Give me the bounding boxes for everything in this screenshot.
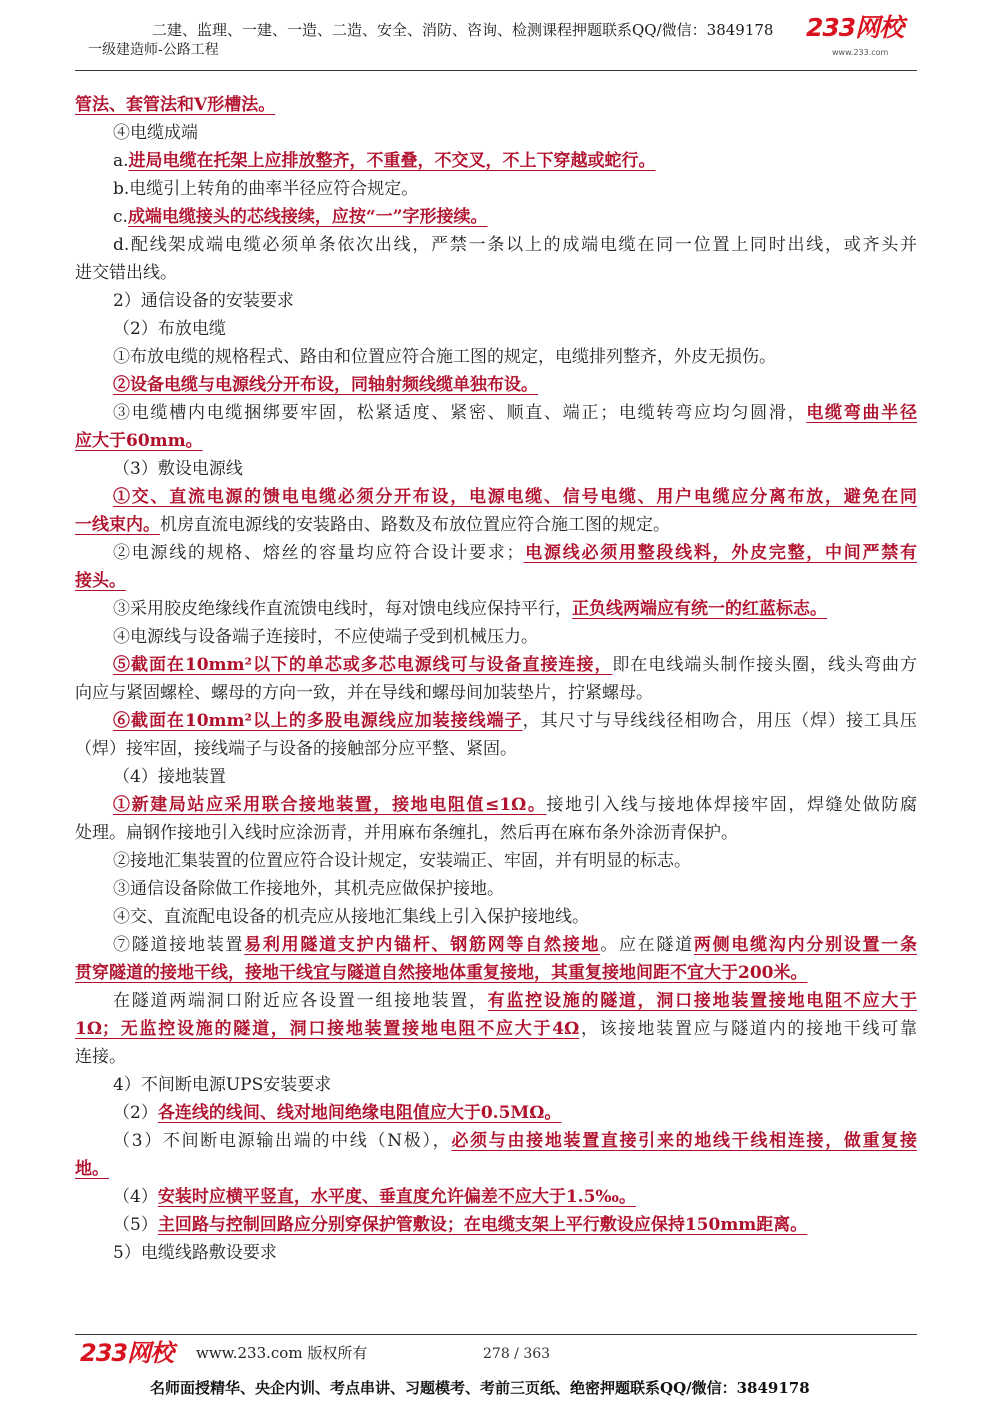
text-line: [75, 175, 917, 203]
emphasis-span: 有监控设施的隧道，洞口接地装置接地电阻不应大于: [487, 991, 917, 1011]
text-line: [75, 875, 917, 903]
text-line: [75, 735, 917, 763]
text-line: [75, 959, 917, 987]
emphasis-span: ②设备电缆与电源线分开布设，同轴射频线缆单独布设。: [113, 375, 538, 395]
text-span: ④电缆成端: [113, 123, 198, 143]
emphasis-span: 进局电缆在托架上应排放整齐，不重叠，不交叉，不上下穿越或蛇行。: [128, 151, 656, 171]
text-line: [75, 595, 917, 623]
text-span: ②接地汇集装置的位置应符合设计规定，安装端正、牢固，并有明显的标志。: [113, 851, 691, 871]
text-line: [75, 679, 917, 707]
text-line: [75, 903, 917, 931]
text-line: [75, 651, 917, 679]
text-line: [75, 847, 917, 875]
emphasis-span: ①交、直流电源的馈电电缆必须分开布设，电源电缆、信号电缆、用户电缆应分离布放，避免在同: [113, 487, 917, 507]
text-span: （3）不间断电源输出端的中线（N极），: [113, 1131, 452, 1151]
text-line: [75, 623, 917, 651]
text-span: 。应在隧道: [600, 935, 694, 955]
text-line: [75, 371, 917, 399]
text-line: [75, 1015, 917, 1043]
text-span: a.: [113, 151, 129, 171]
page-content: [75, 91, 917, 1267]
subsection-heading: [75, 455, 917, 483]
emphasis-span: 地。: [75, 1159, 109, 1179]
emphasis-span: 易利用隧道支护内锚杆、钢筋网等自然接地: [244, 935, 601, 955]
text-span: 处理。扁钢作接地引入线时应涂沥青，并用麻布条缠扎，然后再在麻布条外涂沥青保护。: [75, 823, 738, 843]
emphasis-span: ⑤截面在10mm²以下的单芯或多芯电源线可与设备直接连接，: [113, 655, 613, 675]
brand-logo: 233网校: [806, 13, 904, 42]
text-line: [75, 1155, 917, 1183]
text-line: [75, 203, 917, 231]
text-line: [75, 1183, 917, 1211]
text-line: [75, 259, 917, 287]
text-span: （2）布放电缆: [113, 319, 226, 339]
text-line: [75, 483, 917, 511]
emphasis-span: 必须与由接地装置直接引来的地线干线相连接，做重复接: [451, 1131, 917, 1151]
text-line: [75, 1043, 917, 1071]
text-span: ③电缆槽内电缆捆绑要牢固，松紧适度、紧密、顺直、端正；电缆转弯应均匀圆滑，: [113, 403, 807, 423]
text-span: ①布放电缆的规格程式、路由和位置应符合施工图的规定，电缆排列整齐，外皮无损伤。: [113, 347, 776, 367]
section-heading: [75, 1071, 917, 1099]
text-line: [75, 399, 917, 427]
section-heading: [75, 1239, 917, 1267]
header-divider: [75, 70, 917, 71]
text-line: [75, 91, 917, 119]
text-span: （4）接地装置: [113, 767, 226, 787]
text-span: （焊）接牢固，接线端子与设备的接触部分应平整、紧固。: [75, 739, 517, 759]
text-span: 机房直流电源线的安装路由、路数及布放位置应符合施工图的规定。: [160, 515, 670, 535]
text-span: （3）敷设电源线: [113, 459, 243, 479]
text-span: 4）不间断电源UPS安装要求: [113, 1075, 332, 1095]
emphasis-span: 正负线两端应有统一的红蓝标志。: [572, 599, 827, 619]
text-span: ③采用胶皮绝缘线作直流馈电线时，每对馈电线应保持平行，: [113, 599, 572, 619]
text-line: [75, 987, 917, 1015]
text-line: [75, 427, 917, 455]
text-span: （5）: [113, 1215, 158, 1235]
text-line: [75, 567, 917, 595]
emphasis-span: 电缆弯曲半径: [806, 403, 917, 423]
brand-logo-url: www.233.com: [832, 48, 889, 57]
text-span: b.电缆引上转角的曲率半径应符合规定。: [113, 179, 419, 199]
text-span: ④电源线与设备端子连接时，不应使端子受到机械压力。: [113, 627, 538, 647]
subsection-heading: [75, 315, 917, 343]
page-number: 278 / 363: [483, 1346, 551, 1362]
text-span: ⑦隧道接地装置: [113, 935, 245, 955]
text-line: [75, 1099, 917, 1127]
text-span: 接地引入线与接地体焊接牢固，焊缝处做防腐: [546, 795, 917, 815]
text-span: 向应与紧固螺栓、螺母的方向一致，并在导线和螺母间加装垫片，拧紧螺母。: [75, 683, 653, 703]
text-span: 进交错出线。: [75, 263, 177, 283]
text-line: [75, 1211, 917, 1239]
footer-copyright: www.233.com 版权所有: [196, 1344, 368, 1362]
text-line: [75, 511, 917, 539]
text-span: d.配线架成端电缆必须单条依次出线，严禁一条以上的成端电缆在同一位置上同时出线，或齐头并: [113, 235, 917, 255]
emphasis-span: 主回路与控制回路应分别穿保护管敷设；在电缆支架上平行敷设应保持150mm距离。: [157, 1215, 808, 1235]
emphasis-span: 安装时应横平竖直，水平度、垂直度允许偏差不应大于1.5‰。: [157, 1187, 636, 1207]
header-contact-text: 二建、监理、一建、一造、二造、安全、消防、咨询、检测课程押题联系QQ/微信：3849178: [152, 21, 774, 39]
text-span: ④交、直流配电设备的机壳应从接地汇集线上引入保护接地线。: [113, 907, 589, 927]
footer-contact-text: 名师面授精华、央企内训、考点串讲、习题模考、考前三页纸、绝密押题联系QQ/微信：3849178: [150, 1379, 810, 1397]
text-line: [75, 791, 917, 819]
text-line: [75, 119, 917, 147]
text-span: c.: [113, 207, 128, 227]
emphasis-span: ⑥截面在10mm²以上的多股电源线应加装接线端子: [113, 711, 523, 731]
emphasis-span: 贯穿隧道的接地干线，接地干线宜与隧道自然接地体重复接地，其重复接地间距不宜大于200米。: [75, 963, 808, 983]
subsection-heading: [75, 763, 917, 791]
text-line: [75, 147, 917, 175]
text-span: ③通信设备除做工作接地外，其机壳应做保护接地。: [113, 879, 504, 899]
emphasis-span: 成端电缆接头的芯线接续，应按“一”字形接续。: [127, 207, 488, 227]
emphasis-span: 接头。: [75, 571, 126, 591]
emphasis-span: 管法、套管法和V形槽法。: [75, 95, 276, 115]
text-span: ，该接地装置应与隧道内的接地干线可靠: [579, 1019, 917, 1039]
text-span: 即在电线端头制作接头圈，线头弯曲方: [612, 655, 917, 675]
text-line: [75, 707, 917, 735]
text-span: ②电源线的规格、熔丝的容量均应符合设计要求；: [113, 543, 524, 563]
emphasis-span: 各连线的线间、线对地间绝缘电阻值应大于0.5MΩ。: [157, 1103, 562, 1123]
emphasis-span: 电源线必须用整段线料，外皮完整，中间严禁有: [523, 543, 917, 563]
emphasis-span: 一线束内。: [75, 515, 160, 535]
document-subtitle: 一级建造师-公路工程: [88, 42, 219, 58]
text-span: 在隧道两端洞口附近应各设置一组接地装置，: [113, 991, 488, 1011]
section-heading: [75, 287, 917, 315]
text-span: ，其尺寸与导线线径相吻合，用压（焊）接工具压: [522, 711, 917, 731]
text-line: [75, 539, 917, 567]
footer-divider: [75, 1334, 917, 1335]
text-span: 2）通信设备的安装要求: [113, 291, 294, 311]
text-span: （4）: [113, 1187, 158, 1207]
text-span: （2）: [113, 1103, 158, 1123]
text-span: 5）电缆线路敷设要求: [113, 1243, 277, 1263]
emphasis-span: 两侧电缆沟内分别设置一条: [693, 935, 917, 955]
emphasis-span: ①新建局站应采用联合接地装置，接地电阻值≤1Ω。: [113, 795, 547, 815]
emphasis-span: 应大于60mm。: [75, 431, 203, 451]
text-line: [75, 1127, 917, 1155]
text-line: [75, 231, 917, 259]
emphasis-span: 1Ω；无监控设施的隧道，洞口接地装置接地电阻不应大于4Ω: [75, 1019, 580, 1039]
text-span: 连接。: [75, 1047, 126, 1067]
footer-brand-logo: 233网校: [80, 1339, 174, 1367]
text-line: [75, 931, 917, 959]
text-line: [75, 819, 917, 847]
text-line: [75, 343, 917, 371]
